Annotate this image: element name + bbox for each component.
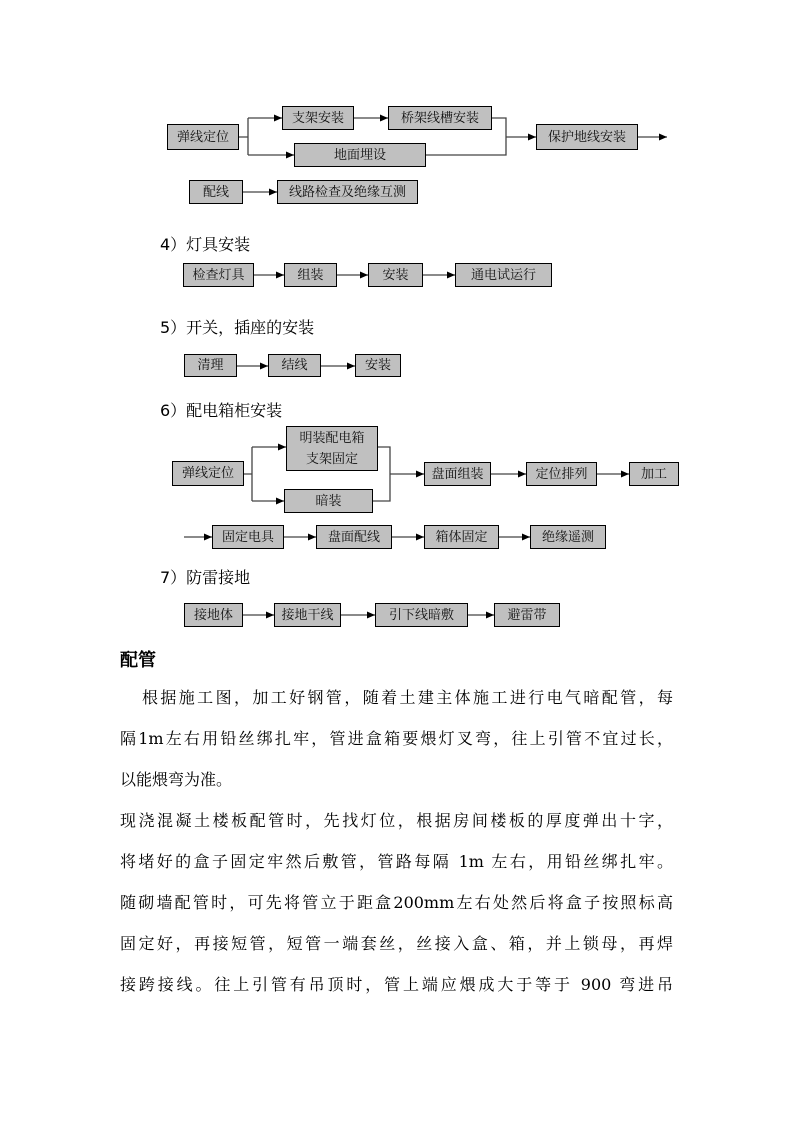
flow-box: 地面埋设	[294, 143, 426, 167]
heading-lightning-grounding: 7）防雷接地	[160, 568, 251, 587]
flow-box: 通电试运行	[455, 263, 552, 287]
flow-box: 明装配电箱 支架固定	[286, 426, 378, 471]
paragraph-line: 随砌墙配管时，可先将管立于距盒200mm左右处然后将盒子按照标高	[120, 893, 673, 912]
flow-box: 检查灯具	[183, 263, 254, 287]
flow-box: 固定电具	[212, 525, 284, 549]
flow-box: 引下线暗敷	[375, 603, 468, 627]
paragraph-line: 固定好，再接短管，短管一端套丝，丝接入盒、箱，并上锁母，再焊	[120, 934, 673, 953]
flow-box: 定位排列	[526, 462, 597, 486]
flow-box: 加工	[629, 462, 679, 486]
flow-box: 清理	[184, 354, 237, 377]
flow-box: 桥架线槽安装	[388, 106, 492, 130]
flow-box: 组装	[284, 263, 337, 287]
flow-box: 配线	[189, 180, 243, 204]
flow-box: 接地体	[184, 603, 243, 627]
flow-box: 保护地线安装	[536, 124, 638, 150]
flow-box: 避雷带	[494, 603, 560, 627]
flow-box: 暗装	[284, 489, 373, 513]
section-title: 配管	[120, 650, 156, 671]
flow-box: 箱体固定	[424, 525, 499, 549]
flow-box: 安装	[368, 263, 423, 287]
flow-box: 弹线定位	[172, 461, 244, 486]
paragraph-line: 将堵好的盒子固定牢然后敷管，管路每隔 1m 左右，用铅丝绑扎牢。	[120, 852, 673, 871]
paragraph-line: 接跨接线。往上引管有吊顶时，管上端应煨成大于等于 900 弯进吊	[120, 975, 673, 994]
flow-box: 支架安装	[282, 106, 354, 130]
flow-box: 接地干线	[274, 603, 341, 627]
paragraph-line: 现浇混凝土楼板配管时，先找灯位，根据房间楼板的厚度弹出十字，	[120, 811, 673, 830]
flow-box: 安装	[355, 354, 401, 377]
paragraph-line: 根据施工图，加工好钢管，随着土建主体施工进行电气暗配管，每	[142, 688, 673, 707]
flow-box: 盘面组装	[424, 462, 491, 486]
flow-box: 弹线定位	[167, 124, 239, 150]
paragraph-line: 以能煨弯为准。	[120, 770, 233, 789]
paragraph-line: 隔1m左右用铅丝绑扎牢，管进盒箱要煨灯叉弯，往上引管不宜过长，	[120, 729, 673, 748]
heading-lamp-install: 4）灯具安装	[160, 235, 251, 254]
flow-box: 绝缘遥测	[530, 525, 606, 549]
heading-switch-install: 5）开关，插座的安装	[160, 318, 315, 337]
flow-box: 线路检查及绝缘互测	[277, 180, 418, 204]
flow-box: 盘面配线	[316, 525, 392, 549]
heading-distribution-box: 6）配电箱柜安装	[160, 401, 283, 420]
flow-box: 结线	[268, 354, 321, 377]
